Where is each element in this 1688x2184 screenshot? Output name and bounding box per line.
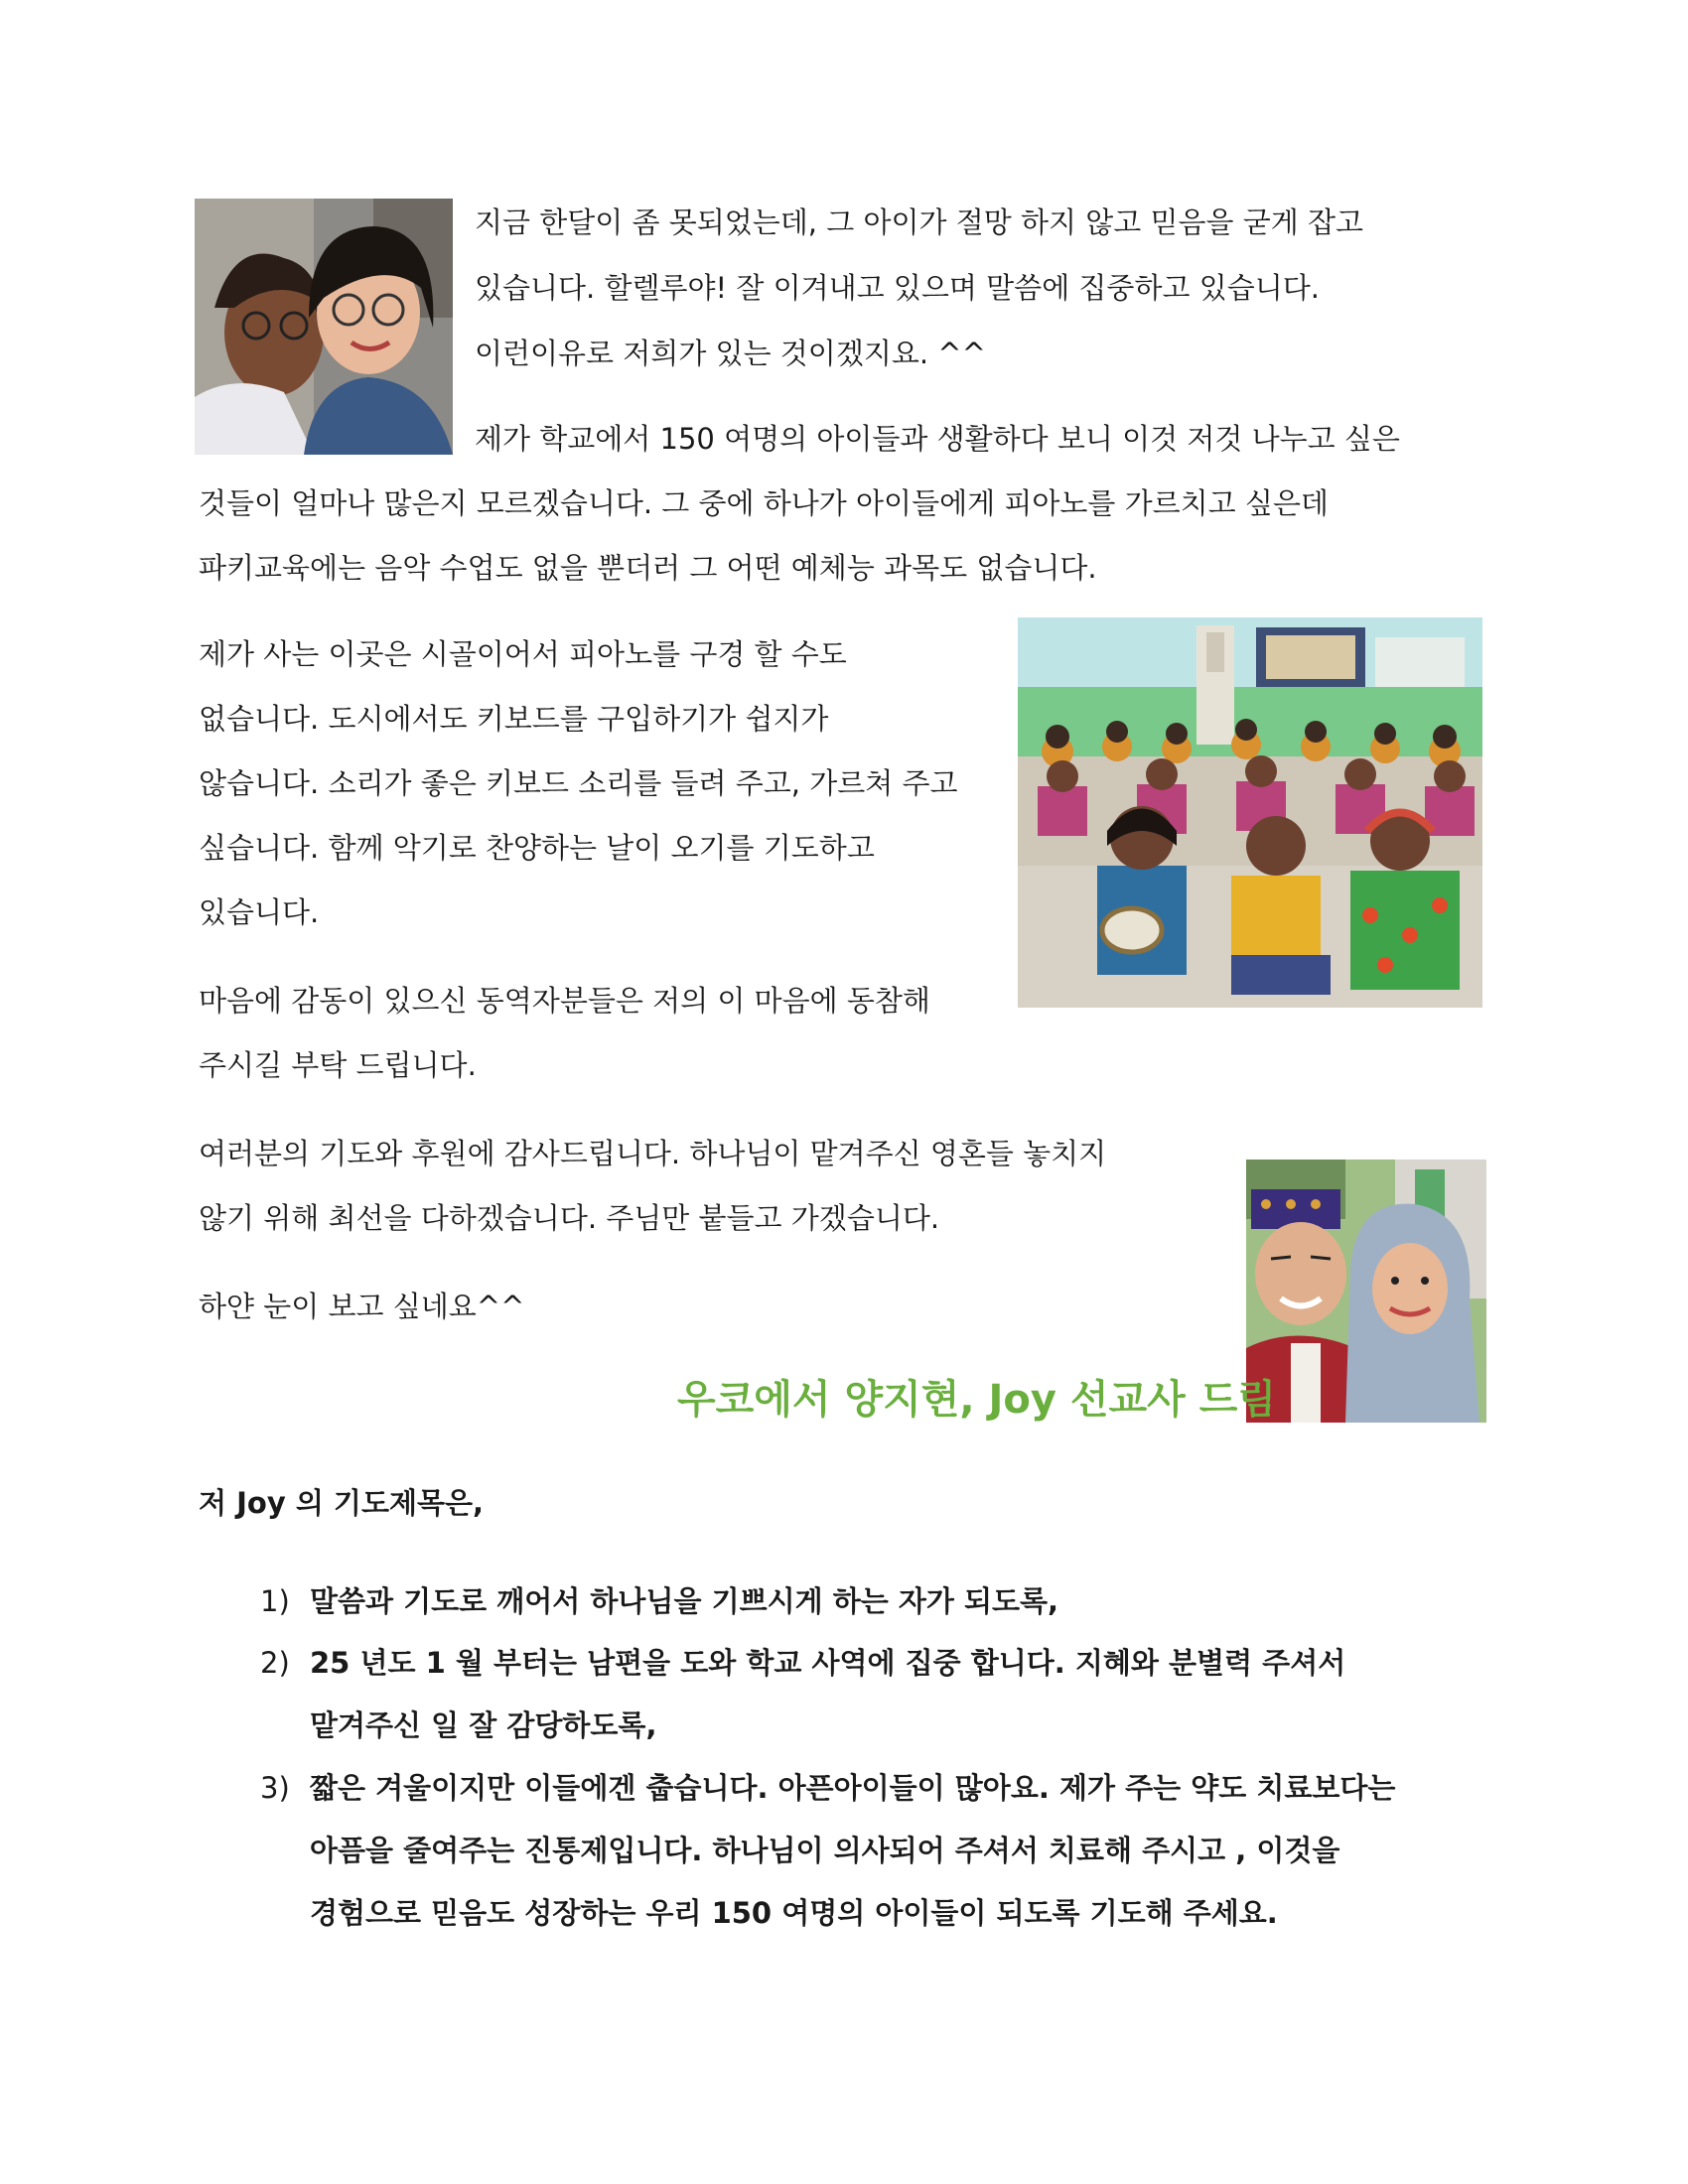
village-line-5: 있습니다. xyxy=(199,895,320,929)
prayer-item-2-line-2: 맡겨주신 일 잘 감당하도록, xyxy=(310,1708,657,1742)
prayer-item-1-number: 1) xyxy=(260,1584,290,1618)
prayer-item-2-line-1: 25 년도 1 월 부터는 남편을 도와 학교 사역에 집중 합니다. 지혜와 분별력 주셔서 xyxy=(310,1646,1346,1680)
piano-intro-line-2: 것들이 얼마나 많은지 모르겠습니다. 그 중에 하나가 아이들에게 피아노를 가르치고 싶은데 xyxy=(199,486,1329,520)
piano-intro-line-3: 파키교육에는 음악 수업도 없을 뿐더러 그 어떤 예체능 과목도 없습니다. xyxy=(199,551,1097,585)
prayer-item-3-line-2: 아픔을 줄여주는 진통제입니다. 하나님이 의사되어 주셔서 치료해 주시고 , 이것을 xyxy=(310,1834,1340,1867)
prayer-item-3-line-1: 짧은 겨울이지만 이들에겐 춥습니다. 아픈아이들이 많아요. 제가 주는 약도 치료보다는 xyxy=(310,1771,1396,1805)
piano-intro-line-1: 제가 학교에서 150 여명의 아이들과 생활하다 보니 이것 저것 나누고 싶은 xyxy=(475,422,1400,456)
village-line-4: 싶습니다. 함께 악기로 찬양하는 날이 오기를 기도하고 xyxy=(199,831,875,865)
request-line-1: 마음에 감동이 있으신 동역자분들은 저의 이 마음에 동참해 xyxy=(199,984,930,1018)
snow-line: 하얀 눈이 보고 싶네요^^ xyxy=(199,1290,525,1323)
photo-girl-and-missionary xyxy=(195,199,453,455)
village-line-2: 없습니다. 도시에서도 키보드를 구입하기가 쉽지가 xyxy=(199,702,829,736)
prayer-heading: 저 Joy 의 기도제목은, xyxy=(199,1486,485,1520)
intro-line-3: 이런이유로 저희가 있는 것이겠지요. ^^ xyxy=(475,337,986,370)
prayer-item-1-line-1: 말씀과 기도로 깨어서 하나님을 기쁘시게 하는 자가 되도록, xyxy=(310,1584,1059,1618)
thanks-line-2: 않기 위해 최선을 다하겠습니다. 주님만 붙들고 가겠습니다. xyxy=(199,1201,940,1235)
village-line-1: 제가 사는 이곳은 시골이어서 피아노를 구경 할 수도 xyxy=(199,637,847,671)
prayer-item-3-line-3: 경험으로 믿음도 성장하는 우리 150 여명의 아이들이 되도록 기도해 주세요. xyxy=(310,1896,1278,1930)
prayer-item-3-number: 3) xyxy=(260,1771,290,1805)
prayer-item-2-number: 2) xyxy=(260,1646,290,1680)
village-line-3: 않습니다. 소리가 좋은 키보드 소리를 들려 주고, 가르쳐 주고 xyxy=(199,766,958,800)
photo-missionary-couple xyxy=(1246,1160,1486,1423)
signature: 우코에서 양지현, Joy 선교사 드림 xyxy=(677,1377,1277,1423)
thanks-line-1: 여러분의 기도와 후원에 감사드립니다. 하나님이 맡겨주신 영혼들 놓치지 xyxy=(199,1137,1107,1170)
request-line-2: 주시길 부탁 드립니다. xyxy=(199,1048,477,1082)
intro-line-1: 지금 한달이 좀 못되었는데, 그 아이가 절망 하지 않고 믿음을 굳게 잡고 xyxy=(475,205,1364,239)
photo-children-classroom xyxy=(1018,617,1482,1008)
intro-line-2: 있습니다. 할렐루야! 잘 이겨내고 있으며 말씀에 집중하고 있습니다. xyxy=(475,271,1320,305)
